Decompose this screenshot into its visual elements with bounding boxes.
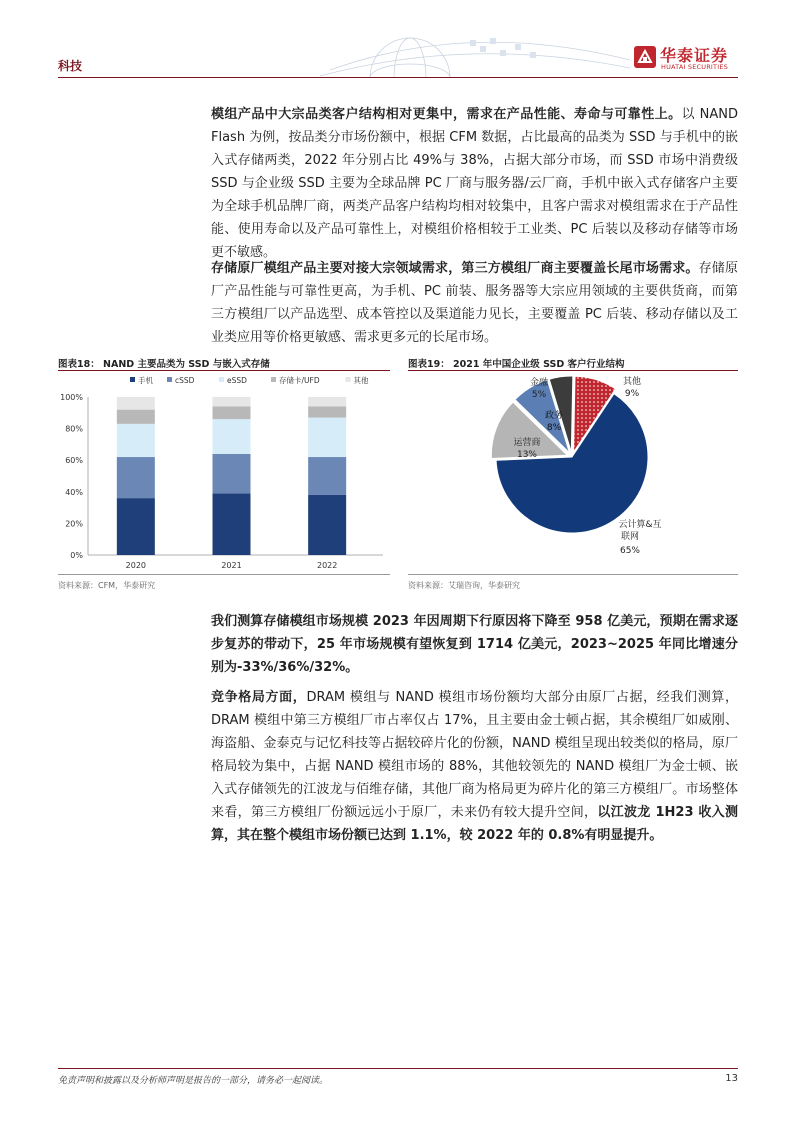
y-tick-label-2: 40% (65, 487, 83, 497)
bar-2020-其他 (117, 397, 155, 410)
legend-label-0: 手机 (138, 376, 153, 385)
legend-swatch-1 (167, 377, 172, 382)
pie-value-finance: 5% (531, 390, 547, 400)
pie-label-telecom: 运营商 (513, 438, 541, 448)
pie-label-finance: 金融 (529, 378, 549, 388)
brand-name-en: HUATAI SECURITIES (661, 63, 728, 71)
bar-2021-存储卡/UFD (213, 406, 251, 419)
brand-logo (634, 44, 738, 72)
legend-swatch-0 (130, 377, 135, 382)
y-tick-label-3: 60% (65, 456, 83, 466)
pie-label-other: 其他 (622, 377, 642, 387)
figure-18-title: 图表18： NAND 主要品类为 SSD 与嵌入式存储 (58, 359, 270, 370)
stacked-bar-chart (58, 372, 390, 572)
figure-19-source-rule (408, 574, 738, 575)
pie-label-cloud-line2: 联网 (620, 532, 640, 542)
bar-2020-存储卡/UFD (117, 410, 155, 424)
bar-2020-eSSD (117, 424, 155, 457)
bar-2022-eSSD (308, 418, 346, 458)
paragraph-2-body: 存储原厂产品性能与可靠性更高，为手机、PC 前装、服务器等大宗应用领域的主要供货商，而第三方模组厂以产品选型、成本管控以及渠道能力见长，主要覆盖 PC 后装、移动存储以及工业类应用等价格更敏感、需求更多元的长尾市场。 (211, 261, 738, 345)
figure-19-rule (408, 370, 738, 371)
pie-value-cloud: 65% (619, 546, 641, 556)
bar-2021-eSSD (213, 419, 251, 454)
pie-label-government: 政务 (544, 411, 564, 421)
bar-2022-手机 (308, 495, 346, 555)
legend-label-1: cSSD (175, 376, 195, 385)
pie-label-cloud-line1: 云计算&互 (618, 520, 662, 530)
footer-rule (58, 1068, 738, 1069)
header-decoration (300, 30, 640, 78)
header-rule (58, 77, 738, 78)
bar-2020-手机 (117, 498, 155, 555)
pie-value-other: 9% (624, 389, 640, 399)
pie-value-government: 8% (546, 423, 562, 433)
bar-2022-存储卡/UFD (308, 406, 346, 417)
paragraph-4-lead: 竞争格局方面， (211, 690, 307, 705)
paragraph-1-body: 以 NAND Flash 为例，按品类分市场份额中，根据 CFM 数据，占比最高的品类为 SSD 与手机中的嵌入式存储两类，2022 年分别占比 49%与 38%，占据大部分市场，而 SSD 市场中消费级 SSD 与企业级 SSD 主要为全球品牌 PC 厂商与服务器/云厂商，手机中嵌入式存储客户主要为全球手机品牌厂商，两类产品客户结构均相对较集中，且客户需求对模组需求在于产品性能、使用寿命以及产品可靠性上，对模组价格相较于工业类、PC 后装以及移动存储等市场更不敏感。 (211, 107, 738, 260)
y-tick-label-5: 100% (60, 393, 83, 402)
paragraph-2 (211, 257, 738, 349)
figure-18-rule (58, 370, 390, 371)
paragraph-2-lead: 存储原厂模组产品主要对接大宗领域需求，第三方模组厂商主要覆盖长尾市场需求。 (211, 261, 699, 276)
section-label: 科技 (58, 59, 83, 73)
footer-disclaimer: 免责声明和披露以及分析师声明是报告的一部分，请务必一起阅读。 (58, 1076, 329, 1086)
brand-mark-icon (634, 46, 656, 68)
bar-2022-cSSD (308, 457, 346, 495)
page-number: 13 (725, 1073, 738, 1084)
legend-label-2: eSSD (227, 376, 247, 385)
paragraph-1-lead: 模组产品中大宗品类客户结构相对更集中，需求在产品性能、寿命与可靠性上。 (211, 107, 682, 122)
y-tick-label-0: 0% (70, 551, 83, 560)
bar-2021-手机 (213, 493, 251, 555)
x-tick-label-2021: 2021 (221, 561, 242, 570)
paragraph-4-body: DRAM 模组与 NAND 模组市场份额均大部分由原厂占据，经我们测算，DRAM 模组中第三方模组厂市占率仅占 17%，且主要由金士顿占据，其余模组厂如威刚、海盗船、金泰克与记忆科技等占据较碎片化的份额，NAND 模组呈现出较类似的格局，原厂格局较为集中，占据 NAND 模组市场的 88%，其他较领先的 NAND 模组厂为金士顿、嵌入式存储领先的江波龙与佰维存储，其他厂商为格局更为碎片化的第三方模组厂。市场整体来看，第三方模组厂份额远远小于原厂，未来仍有较大提升空间， (211, 690, 738, 820)
pie-value-telecom: 13% (516, 450, 538, 460)
y-tick-label-1: 20% (65, 519, 83, 529)
paragraph-3-lead: 我们测算存储模组市场规模 2023 年因周期下行原因将下降至 958 亿美元，预期在需求逐步复苏的带动下，25 年市场规模有望恢复到 1714 亿美元，2023~2025 年同比增速分别为-33%/36%/32%。 (211, 614, 738, 675)
x-tick-label-2020: 2020 (125, 561, 147, 570)
legend-swatch-3 (271, 377, 276, 382)
paragraph-3 (211, 610, 738, 679)
paragraph-4 (211, 686, 738, 847)
bar-2022-其他 (308, 397, 346, 406)
legend-swatch-4 (346, 377, 351, 382)
bar-2021-其他 (213, 397, 251, 406)
legend-label-4: 其他 (353, 376, 369, 385)
figure-18-source-rule (58, 574, 390, 575)
figure-18-source: 资料来源：CFM，华泰研究 (58, 581, 156, 590)
y-tick-label-4: 80% (65, 424, 83, 434)
figure-19-title: 图表19： 2021 年中国企业级 SSD 客户行业结构 (408, 359, 625, 370)
legend-label-3: 存储卡/UFD (279, 376, 320, 385)
paragraph-1 (211, 103, 738, 264)
paragraph-4-conclusion: 以江波龙 1H23 收入测算，其在整个模组市场份额已达到 1.1%，较 2022 年的 0.8%有明显提升。 (211, 805, 738, 843)
x-tick-label-2022: 2022 (316, 561, 338, 570)
bar-2020-cSSD (117, 457, 155, 498)
figure-19-source: 资料来源：艾瑞咨询，华泰研究 (408, 581, 520, 590)
legend-swatch-2 (219, 377, 224, 382)
brand-name-cn: 华泰证券 (660, 46, 729, 65)
pie-chart (408, 372, 738, 572)
bar-2021-cSSD (213, 454, 251, 494)
